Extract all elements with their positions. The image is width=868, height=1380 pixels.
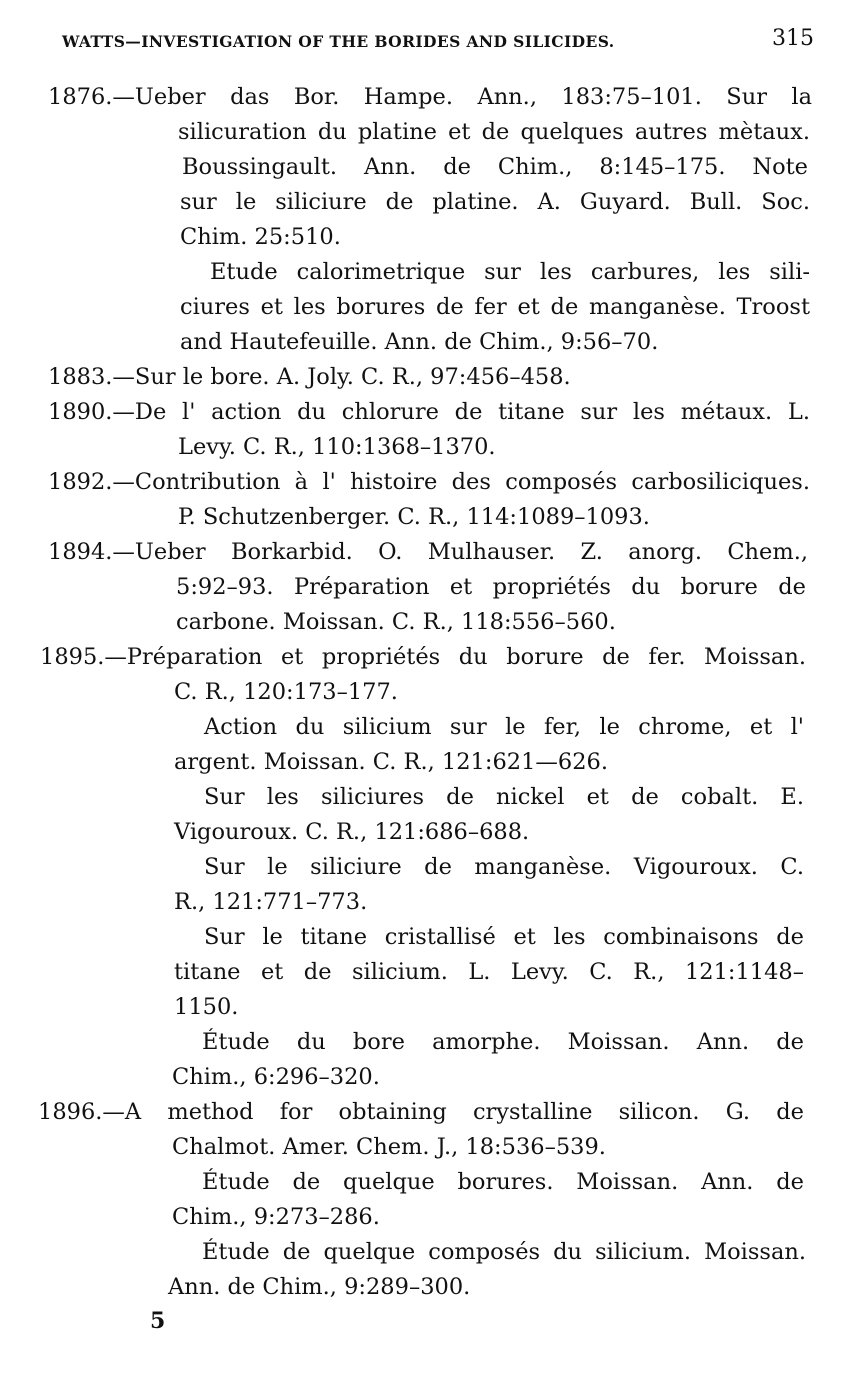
- text-line: Chalmot. Amer. Chem. J., 18:536–539.: [172, 1134, 606, 1160]
- text-line: Sur le siliciure de manganèse. Vigouroux. C.: [204, 854, 804, 880]
- text-line: Ann. de Chim., 9:289–300.: [168, 1274, 471, 1300]
- text-line: 1150.: [174, 994, 239, 1020]
- text-line: Étude du bore amorphe. Moissan. Ann. de: [202, 1029, 804, 1055]
- text-line: 1890.—De l' action du chlorure de titane sur les métaux. L.: [48, 399, 810, 425]
- running-title: WATTS—INVESTIGATION OF THE BORIDES AND SILICIDES.: [62, 32, 615, 51]
- signature-mark: 5: [150, 1308, 166, 1334]
- text-line: ciures et les borures de fer et de manganèse. Troost: [180, 294, 810, 320]
- text-line: 5:92–93. Préparation et propriétés du borure de: [176, 574, 806, 600]
- text-line: and Hautefeuille. Ann. de Chim., 9:56–70.: [180, 329, 659, 355]
- page-number: 315: [772, 26, 814, 51]
- text-line: 1896.—A method for obtaining crystalline silicon. G. de: [38, 1099, 804, 1125]
- text-line: 1894.—Ueber Borkarbid. O. Mulhauser. Z. anorg. Chem.,: [48, 539, 808, 565]
- text-line: Chim., 9:273–286.: [172, 1204, 380, 1230]
- text-line: Action du silicium sur le fer, le chrome, et l': [204, 714, 804, 740]
- text-line: R., 121:771–773.: [174, 889, 368, 915]
- page-header: [62, 26, 814, 56]
- text-line: Boussingault. Ann. de Chim., 8:145–175. Note: [182, 154, 808, 180]
- text-line: Levy. C. R., 110:1368–1370.: [178, 434, 496, 460]
- text-line: silicuration du platine et de quelques autres mètaux.: [178, 119, 810, 145]
- text-line: 1876.—Ueber das Bor. Hampe. Ann., 183:75–101. Sur la: [48, 84, 812, 110]
- text-line: Etude calorimetrique sur les carbures, les sili-: [210, 259, 810, 285]
- text-line: Étude de quelque borures. Moissan. Ann. de: [202, 1169, 804, 1195]
- text-line: 1895.—Préparation et propriétés du borure de fer. Moissan.: [40, 644, 806, 670]
- text-line: Sur le titane cristallisé et les combinaisons de: [204, 924, 804, 950]
- text-line: 1892.—Contribution à l' histoire des composés carbosiliciques.: [48, 469, 810, 495]
- text-line: sur le siliciure de platine. A. Guyard. Bull. Soc.: [180, 189, 810, 215]
- text-line: carbone. Moissan. C. R., 118:556–560.: [176, 609, 616, 635]
- text-line: Vigouroux. C. R., 121:686–688.: [174, 819, 530, 845]
- text-line: argent. Moissan. C. R., 121:621—626.: [174, 749, 608, 775]
- text-line: Étude de quelque composés du silicium. Moissan.: [202, 1239, 806, 1265]
- text-line: Sur les siliciures de nickel et de cobalt. E.: [204, 784, 804, 810]
- text-line: C. R., 120:173–177.: [174, 679, 398, 705]
- text-line: titane et de silicium. L. Levy. C. R., 121:1148–: [174, 959, 804, 985]
- text-line: Chim., 6:296–320.: [172, 1064, 380, 1090]
- text-line: P. Schutzenberger. C. R., 114:1089–1093.: [178, 504, 650, 530]
- text-line: Chim. 25:510.: [180, 224, 341, 250]
- text-line: 1883.—Sur le bore. A. Joly. C. R., 97:456–458.: [48, 364, 571, 390]
